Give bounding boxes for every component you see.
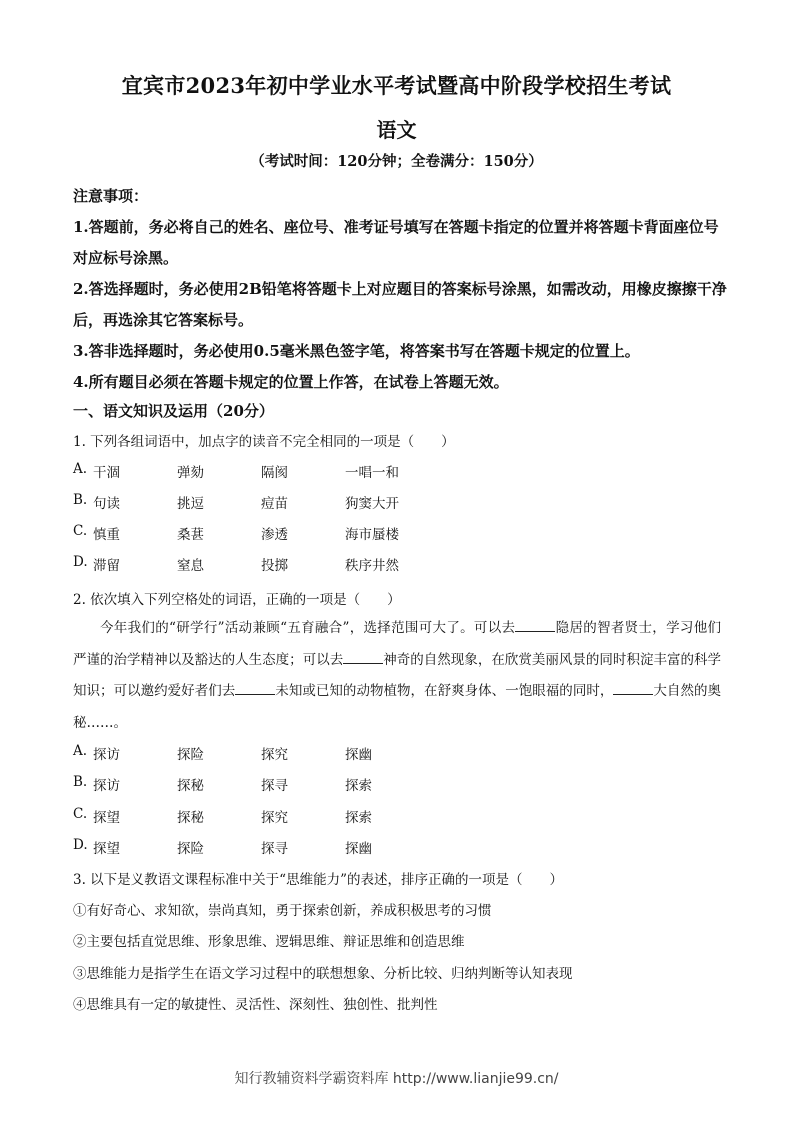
exam-info: （考试时间：120分钟；全卷满分：150分）: [250, 153, 543, 170]
option-label: B.: [73, 774, 88, 790]
notice-item: 1.答题前，务必将自己的姓名、座位号、准考证号填写在答题卡指定的位置并将答题卡背面座位号对应标号涂黑。: [73, 218, 719, 267]
q2-option-c: [73, 806, 673, 826]
option-word: 隔阂: [261, 465, 288, 481]
option-word: 句读: [93, 496, 120, 512]
option-label: A.: [73, 743, 88, 759]
section-heading: 一、语文知识及运用（20分）: [73, 402, 274, 420]
passage-text: 神奇的自然现象，在欣赏美丽风景的同时积淀丰富的科学知识；可以邀约爱好者们去: [73, 651, 722, 699]
question-2-passage: [73, 613, 721, 739]
q3-statement: ④思维具有一定的敏捷性、灵活性、深刻性、独创性、批判性: [73, 997, 438, 1013]
fill-blank: [343, 651, 383, 664]
option-word: 探访: [93, 747, 120, 763]
option-word: 探望: [93, 810, 120, 826]
option-word: 探访: [93, 778, 120, 794]
option-word: 探幽: [345, 841, 372, 857]
option-word: 探秘: [177, 810, 204, 826]
q2-option-d: [73, 837, 673, 857]
option-word: 投掷: [261, 558, 288, 574]
option-word: 探望: [93, 841, 120, 857]
option-word: 干涸: [93, 465, 120, 481]
option-word: 海市蜃楼: [345, 527, 399, 543]
option-word: 秩序井然: [345, 558, 399, 574]
fill-blank: [613, 682, 653, 695]
notice-block: [73, 181, 733, 398]
option-word: 一唱一和: [345, 465, 399, 481]
option-label: A.: [73, 461, 88, 477]
option-word: 探险: [177, 841, 204, 857]
q2-option-a: [73, 743, 673, 763]
option-word: 探究: [261, 810, 288, 826]
option-word: 探究: [261, 747, 288, 763]
option-word: 弹劾: [177, 465, 204, 481]
option-label: C.: [73, 523, 88, 539]
option-word: 探幽: [345, 747, 372, 763]
footer-watermark: 知行教辅资料学霸资料库 http://www.lianjie99.cn/: [234, 1071, 559, 1087]
question-3-stem: 3. 以下是义教语文课程标准中关于“思维能力”的表述，排序正确的一项是（ ）: [73, 872, 563, 888]
option-word: 探索: [345, 810, 372, 826]
passage-text: 未知或已知的动物植物，在舒爽身体、一饱眼福的同时，: [275, 683, 614, 699]
option-word: 探索: [345, 778, 372, 794]
exam-title: 宜宾市2023年初中学业水平考试暨高中阶段学校招生考试: [121, 73, 672, 98]
question-2-stem: 2. 依次填入下列空格处的词语，正确的一项是（ ）: [73, 592, 401, 608]
notice-item: 4.所有题目必须在答题卡规定的位置上作答，在试卷上答题无效。: [73, 373, 509, 391]
fill-blank: [235, 682, 275, 695]
notice-item: 3.答非选择题时，务必使用0.5毫米黑色签字笔，将答案书写在答题卡规定的位置上。: [73, 342, 640, 360]
passage-text: 隐居的智者贤士，学习他们严谨的治学精神以及豁达的人生态度；可以去: [73, 620, 722, 668]
option-word: 狗窦大开: [345, 496, 399, 512]
option-word: 慎重: [93, 527, 120, 543]
q3-statement: ③思维能力是指学生在语文学习过程中的联想想象、分析比较、归纳判断等认知表现: [73, 966, 573, 982]
question-1-stem: 1. 下列各组词语中，加点字的读音不完全相同的一项是（ ）: [73, 434, 455, 450]
option-label: D.: [73, 837, 88, 853]
passage-text: 今年我们的“研学行”活动兼顾“五育融合”，选择范围可大了。可以去: [100, 620, 516, 636]
option-word: 探寻: [261, 778, 288, 794]
option-word: 渗透: [261, 527, 288, 543]
option-label: C.: [73, 806, 88, 822]
fill-blank: [515, 619, 555, 632]
notice-item: 2.答选择题时，务必使用2B铅笔将答题卡上对应题目的答案标号涂黑，如需改动，用橡皮擦擦干净后，再选涂其它答案标号。: [73, 280, 727, 329]
option-word: 探秘: [177, 778, 204, 794]
option-word: 挑逗: [177, 496, 204, 512]
notice-heading: 注意事项：: [73, 187, 149, 205]
option-word: 探险: [177, 747, 204, 763]
q3-statement: ①有好奇心、求知欲，崇尚真知，勇于探索创新，养成积极思考的习惯: [73, 903, 492, 919]
option-label: D.: [73, 554, 88, 570]
subject-title: 语文: [376, 118, 417, 142]
q1-option-d: [73, 554, 673, 574]
option-word: 探寻: [261, 841, 288, 857]
q1-option-b: [73, 492, 673, 512]
option-word: 滞留: [93, 558, 120, 574]
q1-option-a: [73, 461, 673, 481]
option-label: B.: [73, 492, 88, 508]
q2-option-b: [73, 774, 673, 794]
option-word: 桑葚: [177, 527, 204, 543]
q1-option-c: [73, 523, 673, 543]
q3-statement: ②主要包括直觉思维、形象思维、逻辑思维、辩证思维和创造思维: [73, 934, 465, 950]
passage-text: 大自然的奥秘……。: [73, 683, 722, 731]
option-word: 痘苗: [261, 496, 288, 512]
option-word: 窒息: [177, 558, 204, 574]
